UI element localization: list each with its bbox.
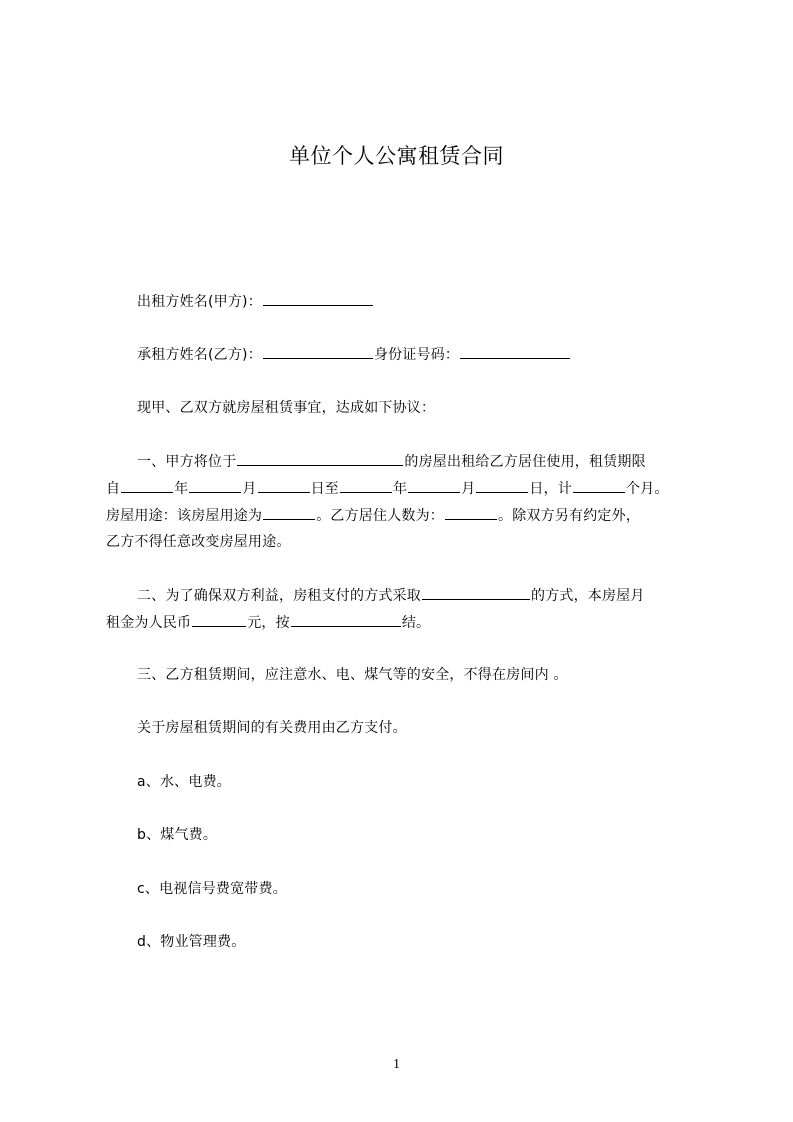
start-day-blank[interactable] [258,478,310,493]
day-total-label: 日，计 [529,481,573,497]
end-day-blank[interactable] [476,478,528,493]
id-number-blank[interactable] [460,344,570,359]
months-label: 个月。 [626,481,669,497]
fee-item: d、物业管理费。 [137,934,246,950]
id-number-label: 身份证号码： [373,347,460,363]
settle-period-blank[interactable] [291,612,401,627]
fee-item: b、煤气费。 [137,827,218,843]
end-year-blank[interactable] [340,478,392,493]
page-number: 1 [393,1057,400,1072]
location-blank[interactable] [237,451,403,466]
from-label: 自 [106,481,121,497]
lessee-label: 承租方姓名(乙方)： [137,347,262,363]
start-month-blank[interactable] [189,478,241,493]
rent-amount-blank[interactable] [192,612,246,627]
lessor-line [137,291,374,312]
clause1-lease-text: 的房屋出租给乙方居住使用，租赁期限 [404,454,646,470]
clause1-line2 [106,478,669,499]
clause1-line4: 乙方不得任意改变房屋用途。 [106,534,291,550]
document-title: 单位个人公寓租赁合同 [289,144,504,168]
lessee-name-blank[interactable] [263,344,373,359]
month-label: 月 [461,481,476,497]
intro-text: 现甲、乙双方就房屋租赁事宜，达成如下协议： [137,400,436,416]
clause2-rent-text: 的方式，本房屋月 [531,588,645,604]
fee-item: c、电视信号费宽带费。 [137,881,287,897]
settle-label: 结。 [401,615,431,631]
clause3-text: 三、乙方租赁期间，应注意水、电、煤气等的安全，不得在房间内 。 [137,667,568,683]
month-label: 月 [242,481,257,497]
use-blank[interactable] [263,505,315,520]
year-label: 年 [174,481,189,497]
clause1-line1 [137,451,646,472]
residents-label: 。乙方居住人数为： [316,508,445,524]
end-month-blank[interactable] [408,478,460,493]
residents-blank[interactable] [445,505,497,520]
use-label: 房屋用途：该房屋用途为 [106,508,263,524]
except-text: 。除双方另有约定外， [498,508,641,524]
clause2-line2 [106,612,430,633]
lessor-label: 出租方姓名(甲方)： [137,294,262,310]
start-year-blank[interactable] [121,478,173,493]
clause1-location-label: 一、甲方将位于 [137,454,237,470]
lessor-name-blank[interactable] [263,291,373,306]
year-label: 年 [393,481,408,497]
day-to-label: 日至 [310,481,340,497]
clause2-line1 [137,585,645,606]
payment-method-blank[interactable] [422,585,530,600]
payment-method-label: 二、为了确保双方利益，房租支付的方式采取 [137,588,421,604]
clause1-line3 [106,505,640,526]
yuan-label: 元，按 [247,615,290,631]
fee-item: a、水、电费。 [137,774,231,790]
fees-intro: 关于房屋租赁期间的有关费用由乙方支付。 [137,720,407,736]
months-count-blank[interactable] [573,478,625,493]
lessee-line [137,344,571,365]
rent-label: 租金为人民币 [106,615,192,631]
